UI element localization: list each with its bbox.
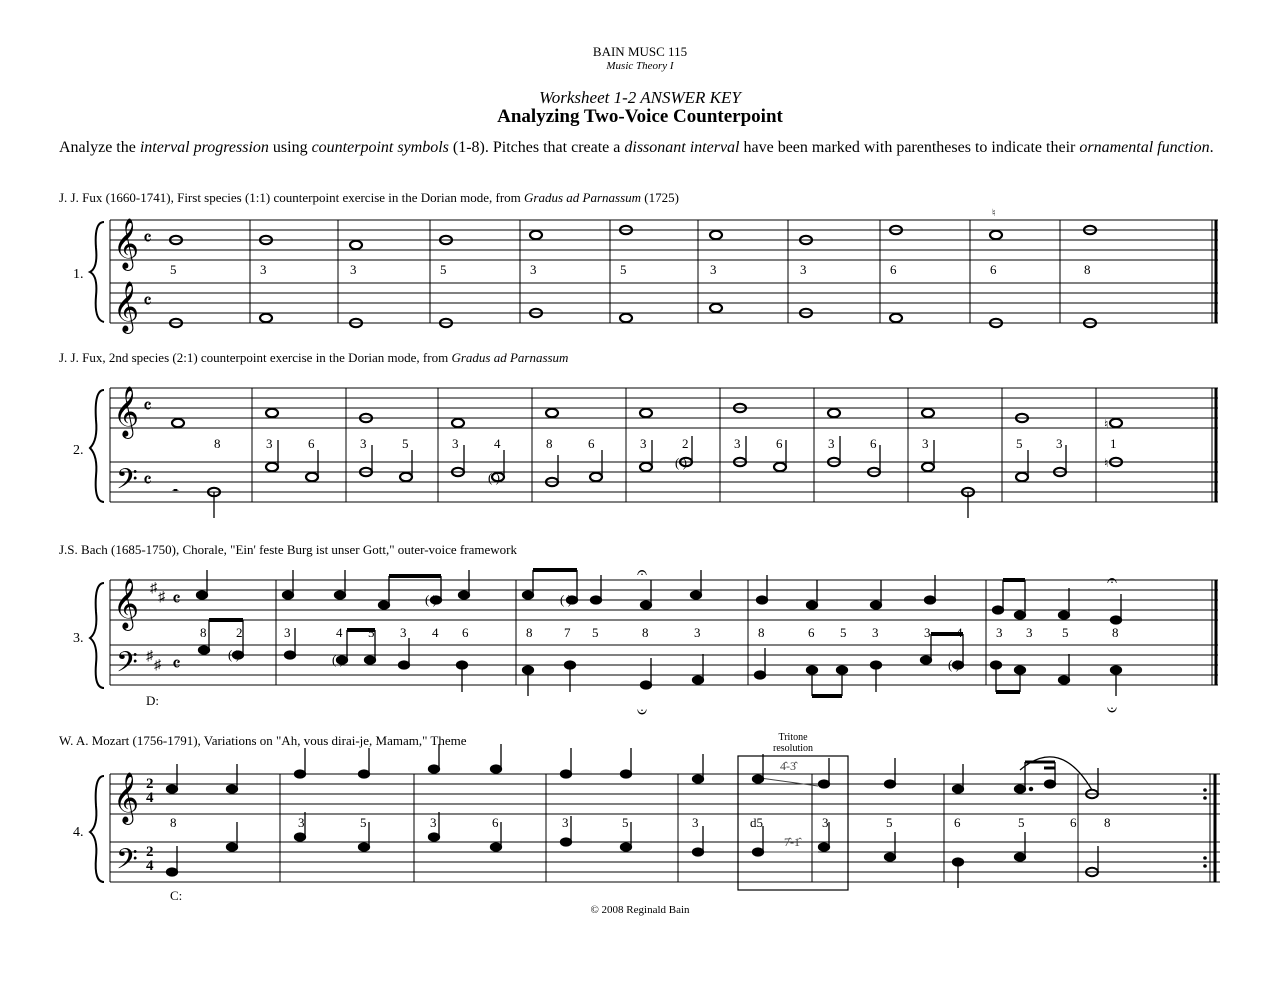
svg-text:5: 5 [360, 815, 367, 830]
svg-text:3: 3 [828, 436, 835, 451]
svg-text:3: 3 [400, 625, 407, 640]
svg-text:𝄞: 𝄞 [113, 773, 140, 822]
svg-text:3: 3 [298, 815, 305, 830]
svg-text:3: 3 [692, 815, 699, 830]
svg-text:4: 4 [336, 625, 343, 640]
svg-text:2: 2 [682, 436, 689, 451]
svg-text:𝄞: 𝄞 [113, 579, 140, 628]
svg-text:4: 4 [146, 858, 154, 874]
svg-text:3: 3 [996, 625, 1003, 640]
svg-text:𝄐: 𝄐 [637, 562, 648, 582]
svg-text:3: 3 [562, 815, 569, 830]
svg-text:6: 6 [890, 262, 897, 277]
upper-notes [170, 208, 1096, 249]
svg-text:4: 4 [432, 625, 439, 640]
svg-text:5: 5 [622, 815, 629, 830]
upper-notes [197, 562, 1122, 624]
svg-text:5: 5 [886, 815, 893, 830]
svg-text:𝄑: 𝄑 [1107, 700, 1118, 720]
key-label: D: [146, 693, 159, 708]
svg-text:𝄞: 𝄞 [113, 387, 140, 436]
svg-text:6: 6 [776, 436, 783, 451]
svg-text:8: 8 [546, 436, 553, 451]
svg-text:𝄢: 𝄢 [116, 648, 138, 685]
svg-text:8: 8 [1084, 262, 1091, 277]
svg-text:3: 3 [360, 436, 367, 451]
svg-text:5: 5 [620, 262, 627, 277]
svg-text:𝄞: 𝄞 [113, 282, 140, 331]
example-2-title: J. J. Fux, 2nd species (2:1) counterpoint exercise in the Dorian mode, from Gradus ad Parnassum [59, 350, 569, 365]
svg-text:𝄴: 𝄴 [143, 291, 152, 313]
svg-text:♯: ♯ [146, 649, 153, 664]
lower-notes [170, 304, 1096, 327]
svg-text:3: 3 [530, 262, 537, 277]
example-3-title: J.S. Bach (1685-1750), Chorale, "Ein' feste Burg ist unser Gott," outer-voice framework [59, 542, 517, 557]
svg-text:3: 3 [260, 262, 267, 277]
svg-text:5: 5 [1016, 436, 1023, 451]
svg-text:𝄑: 𝄑 [637, 702, 648, 722]
svg-text:1: 1 [1110, 436, 1117, 451]
svg-text:𝄴: 𝄴 [143, 396, 152, 418]
key-label: C: [170, 888, 183, 903]
svg-text:6: 6 [870, 436, 877, 451]
svg-text:5: 5 [368, 625, 375, 640]
svg-text:5: 5 [592, 625, 599, 640]
system-1 [73, 208, 1218, 334]
svg-text:5: 5 [1062, 625, 1069, 640]
svg-text:3: 3 [284, 625, 291, 640]
svg-text:6: 6 [808, 625, 815, 640]
svg-text:5: 5 [840, 625, 847, 640]
svg-text:( ): ( ) [425, 592, 437, 607]
svg-text:8: 8 [170, 815, 177, 830]
interval-labels [170, 262, 1091, 277]
svg-text:8: 8 [1104, 815, 1111, 830]
svg-text:6: 6 [588, 436, 595, 451]
svg-text:3: 3 [710, 262, 717, 277]
svg-text:8: 8 [214, 436, 221, 451]
svg-text:3: 3 [452, 436, 459, 451]
svg-text:( ): ( ) [675, 455, 687, 470]
instructions: Analyze the interval progression using counterpoint symbols (1-8). Pitches that create a dissonant interval have been marked with parentheses to indicate their ornamental function. [59, 139, 1214, 156]
svg-text:( ): ( ) [332, 652, 344, 667]
example-number: 3. [73, 631, 84, 646]
svg-text:3: 3 [872, 625, 879, 640]
upper-notes [167, 744, 1099, 798]
svg-text:3: 3 [1056, 436, 1063, 451]
svg-text:4: 4 [146, 790, 154, 806]
svg-text:3: 3 [922, 436, 929, 451]
course-subtitle: Music Theory I [606, 60, 674, 72]
svg-text:( ): ( ) [948, 657, 960, 672]
svg-text:3: 3 [430, 815, 437, 830]
svg-text:𝄴: 𝄴 [172, 654, 181, 676]
svg-text:♮: ♮ [992, 208, 996, 219]
svg-text:8: 8 [758, 625, 765, 640]
svg-text:𝄢: 𝄢 [116, 465, 138, 502]
svg-text:𝄴: 𝄴 [172, 589, 181, 611]
svg-text:3: 3 [266, 436, 273, 451]
svg-text:𝄼: 𝄼 [172, 481, 179, 501]
svg-text:3: 3 [694, 625, 701, 640]
svg-text:5: 5 [402, 436, 409, 451]
svg-text:6: 6 [492, 815, 499, 830]
page-title: Analyzing Two-Voice Counterpoint [497, 106, 783, 127]
svg-text:6: 6 [1070, 815, 1077, 830]
svg-text:( ): ( ) [488, 470, 500, 485]
svg-text:5: 5 [440, 262, 447, 277]
svg-text:( ): ( ) [228, 647, 240, 662]
example-1-title: J. J. Fux (1660-1741), First species (1:1) counterpoint exercise in the Dorian mode, from Gradus ad Parnassum (1725) [59, 190, 679, 205]
svg-text:( ): ( ) [560, 592, 572, 607]
interval-labels [200, 625, 1119, 640]
course-label: BAIN MUSC 115 [592, 44, 688, 59]
svg-text:4: 4 [956, 625, 963, 640]
svg-text:3: 3 [640, 436, 647, 451]
svg-text:3: 3 [1026, 625, 1033, 640]
interval-labels [170, 815, 1111, 830]
svg-text:2: 2 [146, 776, 154, 792]
svg-text:5: 5 [1018, 815, 1025, 830]
interval-labels [214, 436, 1117, 451]
svg-text:3: 3 [822, 815, 829, 830]
example-4-title: W. A. Mozart (1756-1791), Variations on "Ah, vous dirai-je, Mamam," Theme [59, 733, 467, 748]
box-label: Tritone [778, 732, 808, 743]
svg-text:6: 6 [990, 262, 997, 277]
svg-text:𝄢: 𝄢 [116, 845, 138, 882]
system-4 [73, 732, 1220, 903]
svg-text:𝄐: 𝄐 [1107, 570, 1118, 590]
svg-text:♮: ♮ [1104, 456, 1109, 470]
svg-text:8: 8 [642, 625, 649, 640]
box-label: resolution [773, 743, 813, 754]
svg-text:𝄴: 𝄴 [143, 228, 152, 250]
example-number: 2. [73, 443, 84, 458]
svg-text:♯: ♯ [150, 581, 157, 596]
svg-text:8: 8 [200, 625, 207, 640]
svg-text:5: 5 [170, 262, 177, 277]
system-2 [73, 387, 1218, 518]
svg-text:♯: ♯ [158, 590, 165, 605]
worksheet-label: Worksheet 1-2 ANSWER KEY [539, 88, 741, 107]
svg-text:7: 7 [564, 625, 571, 640]
resolution-label: 7̂-1̂ [784, 835, 800, 849]
svg-text:8: 8 [526, 625, 533, 640]
svg-text:3: 3 [800, 262, 807, 277]
svg-text:♯: ♯ [154, 658, 161, 673]
svg-text:2: 2 [146, 844, 154, 860]
svg-text:8: 8 [1112, 625, 1119, 640]
svg-text:6: 6 [308, 436, 315, 451]
example-number: 1. [73, 267, 84, 282]
svg-text:3: 3 [350, 262, 357, 277]
svg-text:6: 6 [462, 625, 469, 640]
example-number: 4. [73, 825, 84, 840]
svg-text:4: 4 [494, 436, 501, 451]
svg-text:3: 3 [924, 625, 931, 640]
svg-text:6: 6 [954, 815, 961, 830]
lower-notes [172, 436, 1122, 518]
svg-text:d5: d5 [750, 815, 763, 830]
svg-text:𝄞: 𝄞 [113, 219, 140, 268]
svg-text:♮: ♮ [1104, 417, 1109, 431]
svg-text:3: 3 [734, 436, 741, 451]
system-3 [73, 562, 1218, 722]
copyright: © 2008 Reginald Bain [590, 904, 690, 916]
svg-text:2: 2 [236, 625, 243, 640]
svg-text:𝄴: 𝄴 [143, 470, 152, 492]
resolution-label: 4̂-3̂ [780, 759, 796, 773]
